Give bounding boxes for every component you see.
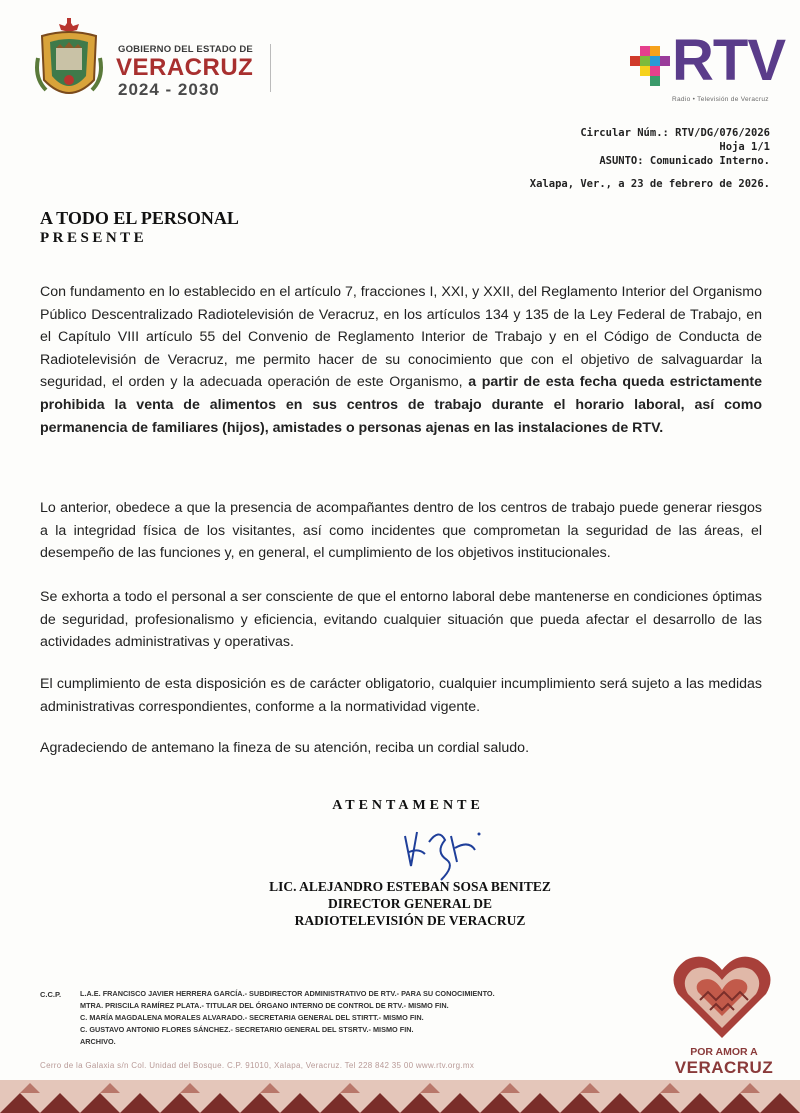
ccp-item: L.A.E. FRANCISCO JAVIER HERRERA GARCÍA.- SUBDIRECTOR ADMINISTRATIVO DE RTV.- PARA SU CONOCIMIENTO. bbox=[80, 989, 495, 998]
ccp-item: C. MARÍA MAGDALENA MORALES ALVARADO.- SECRETARIA GENERAL DEL STIRTT.- MISMO FIN. bbox=[80, 1013, 424, 1022]
ccp-item: MTRA. PRISCILA RAMÍREZ PLATA.- TITULAR DEL ÓRGANO INTERNO DE CONTROL DE RTV.- MISMO FIN. bbox=[80, 1001, 449, 1010]
signatory-title-1: DIRECTOR GENERAL DE bbox=[327, 896, 493, 911]
government-heading: GOBIERNO DEL ESTADO DE bbox=[118, 44, 253, 55]
state-coat-of-arms-logo bbox=[34, 18, 104, 108]
body-paragraph-4: El cumplimiento de esta disposición es de carácter obligatorio, cualquier incumplimiento será sujeto a las medidas administrativas correspondientes, conforme a la normatividad vigente. bbox=[40, 676, 762, 715]
sheet-number: Hoja 1/1 bbox=[719, 141, 770, 153]
header-divider bbox=[270, 44, 271, 92]
presente-line: PRESENTE bbox=[40, 230, 148, 246]
date-line: Xalapa, Ver., a 23 de febrero de 2026. bbox=[529, 178, 770, 190]
body-paragraph-3: Se exhorta a todo el personal a ser consciente de que el entorno laboral debe mantenerse en condiciones óptimas de seguridad, profesionalismo y eficiencia, evitando cualquier situación que pueda afectar el desarrollo de las actividades administrativas y operativas. bbox=[40, 589, 762, 651]
paragraph-1-emphasis: a partir de esta fecha queda estrictamente prohibida la venta de alimentos en sus centros de trabajo durante el horario laboral, así como permanencia de familiares (hijos), amistades o personas ajenas en las instalaciones de RTV. bbox=[40, 374, 762, 436]
slogan-small: POR AMOR A bbox=[690, 1046, 758, 1058]
closing-atentamente: ATENTAMENTE bbox=[332, 798, 484, 813]
ccp-list bbox=[80, 988, 495, 1048]
body-paragraph-2: Lo anterior, obedece a que la presencia de acompañantes dentro de los centros de trabajo puede generar riesgos a la integridad física de los visitantes, así como incidentes que comprometan la seguridad de las áreas, el desempeño de las funciones y, en general, el cumplimiento de los objetivos institucionales. bbox=[40, 500, 762, 562]
government-years: 2024 - 2030 bbox=[118, 80, 220, 99]
ccp-label: C.C.P. bbox=[40, 990, 62, 999]
rtv-logo: RTV bbox=[672, 28, 785, 93]
slogan-big: VERACRUZ bbox=[674, 1058, 774, 1077]
handwritten-signature bbox=[395, 822, 505, 884]
addressee-line: A TODO EL PERSONAL bbox=[40, 208, 239, 228]
decorative-footer-border bbox=[0, 1080, 800, 1113]
ccp-item: ARCHIVO. bbox=[80, 1037, 116, 1046]
body-paragraph-5: Agradeciendo de antemano la fineza de su atención, reciba un cordial saludo. bbox=[40, 740, 530, 756]
por-amor-heart-emblem bbox=[670, 950, 774, 1042]
ccp-item: C. GUSTAVO ANTONIO FLORES SÁNCHEZ.- SECRETARIO GENERAL DEL STSRTV.- MISMO FIN. bbox=[80, 1025, 414, 1034]
paragraph-1-text: Con fundamento en lo establecido en el artículo 7, fracciones I, XXI, y XXII, del Reglamento Interior del Organismo Público Descentralizado Radiotelevisión de Veracruz, en los artículos 134 y 135 de la Ley Federal de Trabajo, en el Capítulo VIII artículo 55 del Convenio de Reglamento Interior de Trabajo y en el Código de Conducta de Radiotelevisión de Veracruz, me permito hacer de su conocimiento que con el objetivo de salvaguardar la seguridad, el orden y la adecuada operación de este Organismo, bbox=[40, 284, 762, 391]
signatory-name: LIC. ALEJANDRO ESTEBAN SOSA BENITEZ bbox=[269, 879, 551, 894]
rtv-pixel-icon bbox=[630, 40, 670, 90]
circular-number: Circular Núm.: RTV/DG/076/2026 bbox=[580, 127, 770, 139]
document-meta bbox=[580, 126, 770, 168]
signatory-title-2: RADIOTELEVISIÓN DE VERACRUZ bbox=[294, 913, 526, 928]
state-name: VERACRUZ bbox=[116, 54, 254, 81]
subject-line: ASUNTO: Comunicado Interno. bbox=[599, 155, 770, 167]
body-paragraph-1 bbox=[40, 281, 762, 439]
footer-address: Cerro de la Galaxia s/n Col. Unidad del Bosque. C.P. 91010, Xalapa, Veracruz. Tel 228 842 35 00 www.rtv.org.mx bbox=[40, 1061, 475, 1070]
rtv-tagline: Radio • Televisión de Veracruz bbox=[672, 96, 769, 103]
